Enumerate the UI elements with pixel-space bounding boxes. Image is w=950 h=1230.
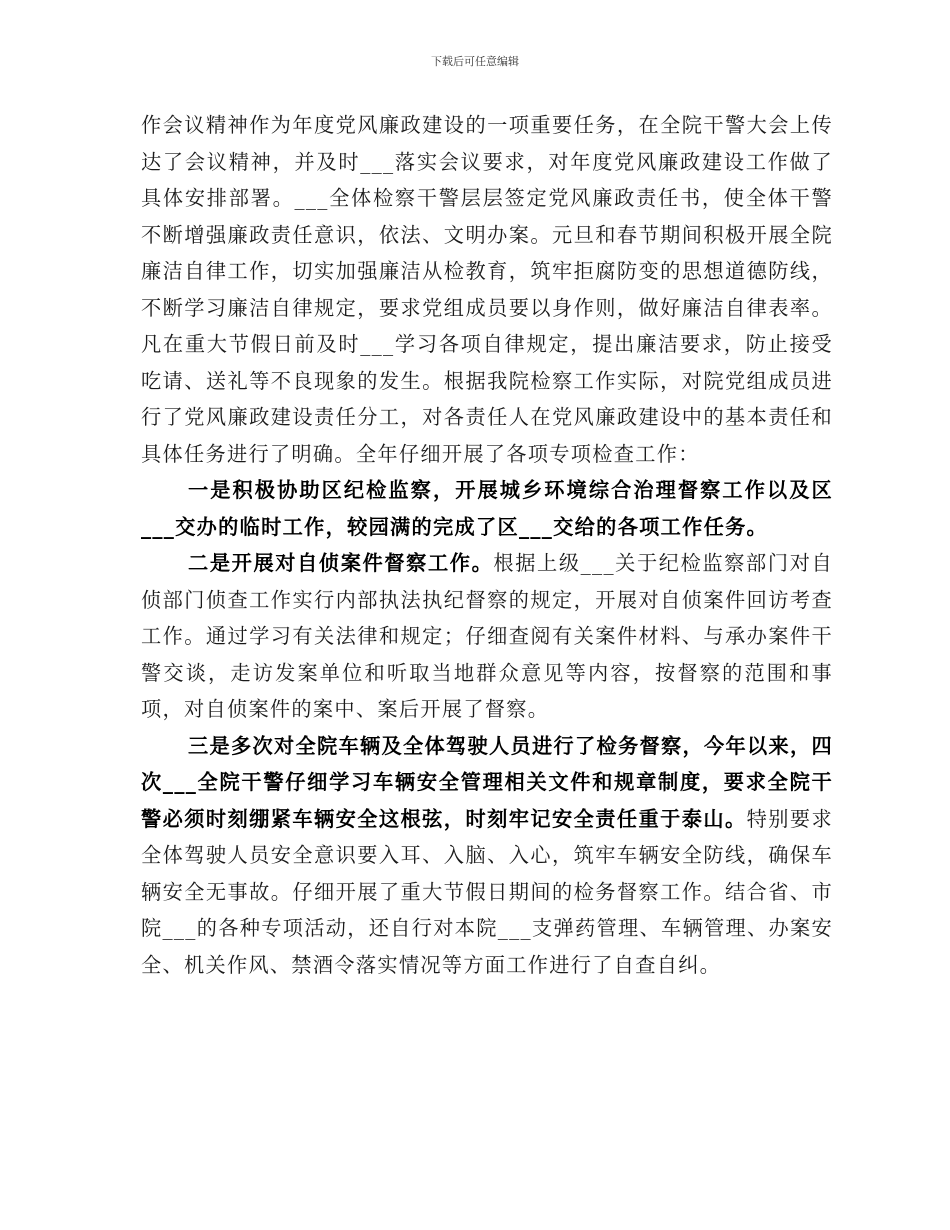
paragraph-item-3 (141, 728, 833, 984)
paragraph-item-1 (141, 472, 833, 545)
item-3-bold-text: 三是多次对全院车辆及全体驾驶人员进行了检务督察，今年以来，四次___全院干警仔细学习车辆安全管理相关文件和规章制度，要求全院干警必须时刻绷紧车辆安全这根弦，时刻牢记安全责任重于泰山。 (141, 733, 833, 831)
item-2-text: 根据上级___关于纪检监察部门对自侦部门侦查工作实行内部执法执纪督察的规定，开展对自侦案件回访考查工作。通过学习有关法律和规定；仔细查阅有关案件材料、与承办案件干警交谈，走访发案单位和听取当地群众意见等内容，按督察的范围和事项，对自侦案件的案中、案后开展了督察。 (141, 551, 833, 721)
document-body (141, 107, 833, 983)
item-3-text: 特别要求全体驾驶人员安全意识要入耳、入脑、入心，筑牢车辆安全防线，确保车辆安全无事故。仔细开展了重大节假日期间的检务督察工作。结合省、市院___的各种专项活动，还自行对本院___支弹药管理、车辆管理、办案安全、机关作风、禁酒令落实情况等方面工作进行了自查自纠。 (141, 806, 834, 977)
paragraph-item-2 (141, 545, 833, 728)
paragraph-intro: 作会议精神作为年度党风廉政建设的一项重要任务，在全院干警大会上传达了会议精神，并及时___落实会议要求，对年度党风廉政建设工作做了具体安排部署。___全体检察干警层层签定党风廉政责任书，使全体干警不断增强廉政责任意识，依法、文明办案。元旦和春节期间积极开展全院廉洁自律工作，切实加强廉洁从检教育，筑牢拒腐防变的思想道德防线，不断学习廉洁自律规定，要求党组成员要以身作则，做好廉洁自律表率。凡在重大节假日前及时___学习各项自律规定，提出廉洁要求，防止接受吃请、送礼等不良现象的发生。根据我院检察工作实际，对院党组成员进行了党风廉政建设责任分工，对各责任人在党风廉政建设中的基本责任和具体任务进行了明确。全年仔细开展了各项专项检查工作： (141, 113, 833, 466)
item-1-bold-text: 一是积极协助区纪检监察，开展城乡环境综合治理督察工作以及区___交办的临时工作，较园满的完成了区___交给的各项工作任务。 (141, 478, 833, 539)
page-header: 下载后可任意编辑 (431, 55, 519, 68)
item-2-bold-text: 二是开展对自侦案件督察工作。 (188, 551, 494, 575)
